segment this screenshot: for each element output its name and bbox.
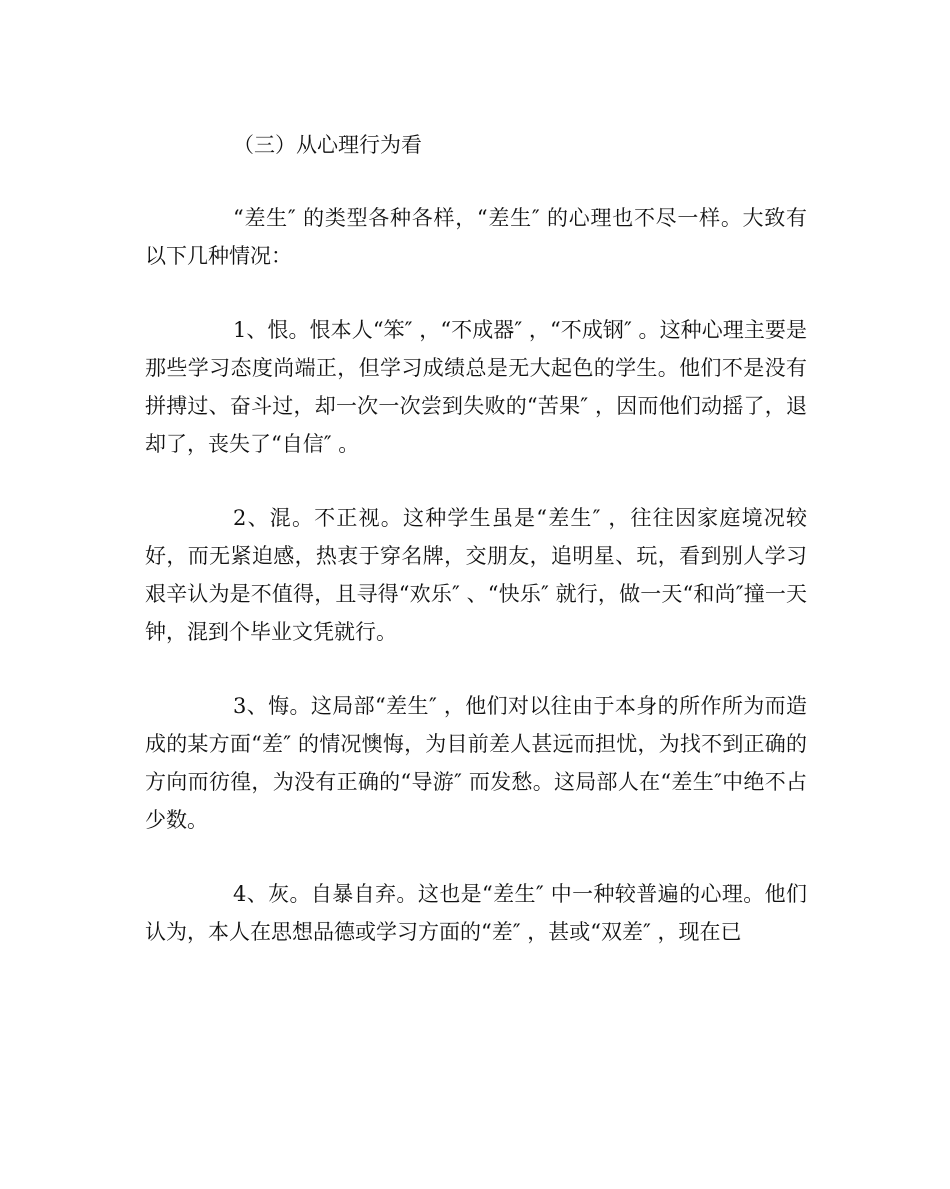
paragraph-muddle: 2、混。不正视。这种学生虽是“差生″ ，往往因家庭境况较好，而无紧迫感，热衷于穿名牌，交朋友，追明星、玩，看到别人学习艰辛认为是不值得，且寻得“欢乐″ 、“快乐″ 就行，做一天“和尚″撞一天钟，混到个毕业文凭就行。 (145, 506, 807, 644)
paragraph-regret: 3、悔。这局部“差生″ ，他们对以往由于本身的所作所为而造成的某方面“差″ 的情况懊悔，为目前差人甚远而担忧，为找不到正确的方向而彷徨，为没有正确的“导游″ 而发愁。这局部人在“差生″中绝不占少数。 (145, 694, 807, 832)
paragraph-intro: “差生″ 的类型各种各样，“差生″ 的心理也不尽一样。大致有以下几种情况： (145, 206, 807, 268)
document-body (145, 126, 807, 987)
section-heading: （三）从心理行为看 (233, 133, 422, 157)
paragraph-despair: 4、灰。自暴自弃。这也是“差生″ 中一种较普遍的心理。他们认为，本人在思想品德或学习方面的“差″ ，甚或“双差″ ，现在已 (145, 882, 807, 944)
paragraph-hate: 1、恨。恨本人“笨″ ，“不成器″ ，“不成钢″ 。这种心理主要是那些学习态度尚端正，但学习成绩总是无大起色的学生。他们不是没有拼搏过、奋斗过，却一次一次尝到失败的“苦果″ ，因而他们动摇了，退却了，丧失了“自信″ 。 (145, 318, 807, 456)
